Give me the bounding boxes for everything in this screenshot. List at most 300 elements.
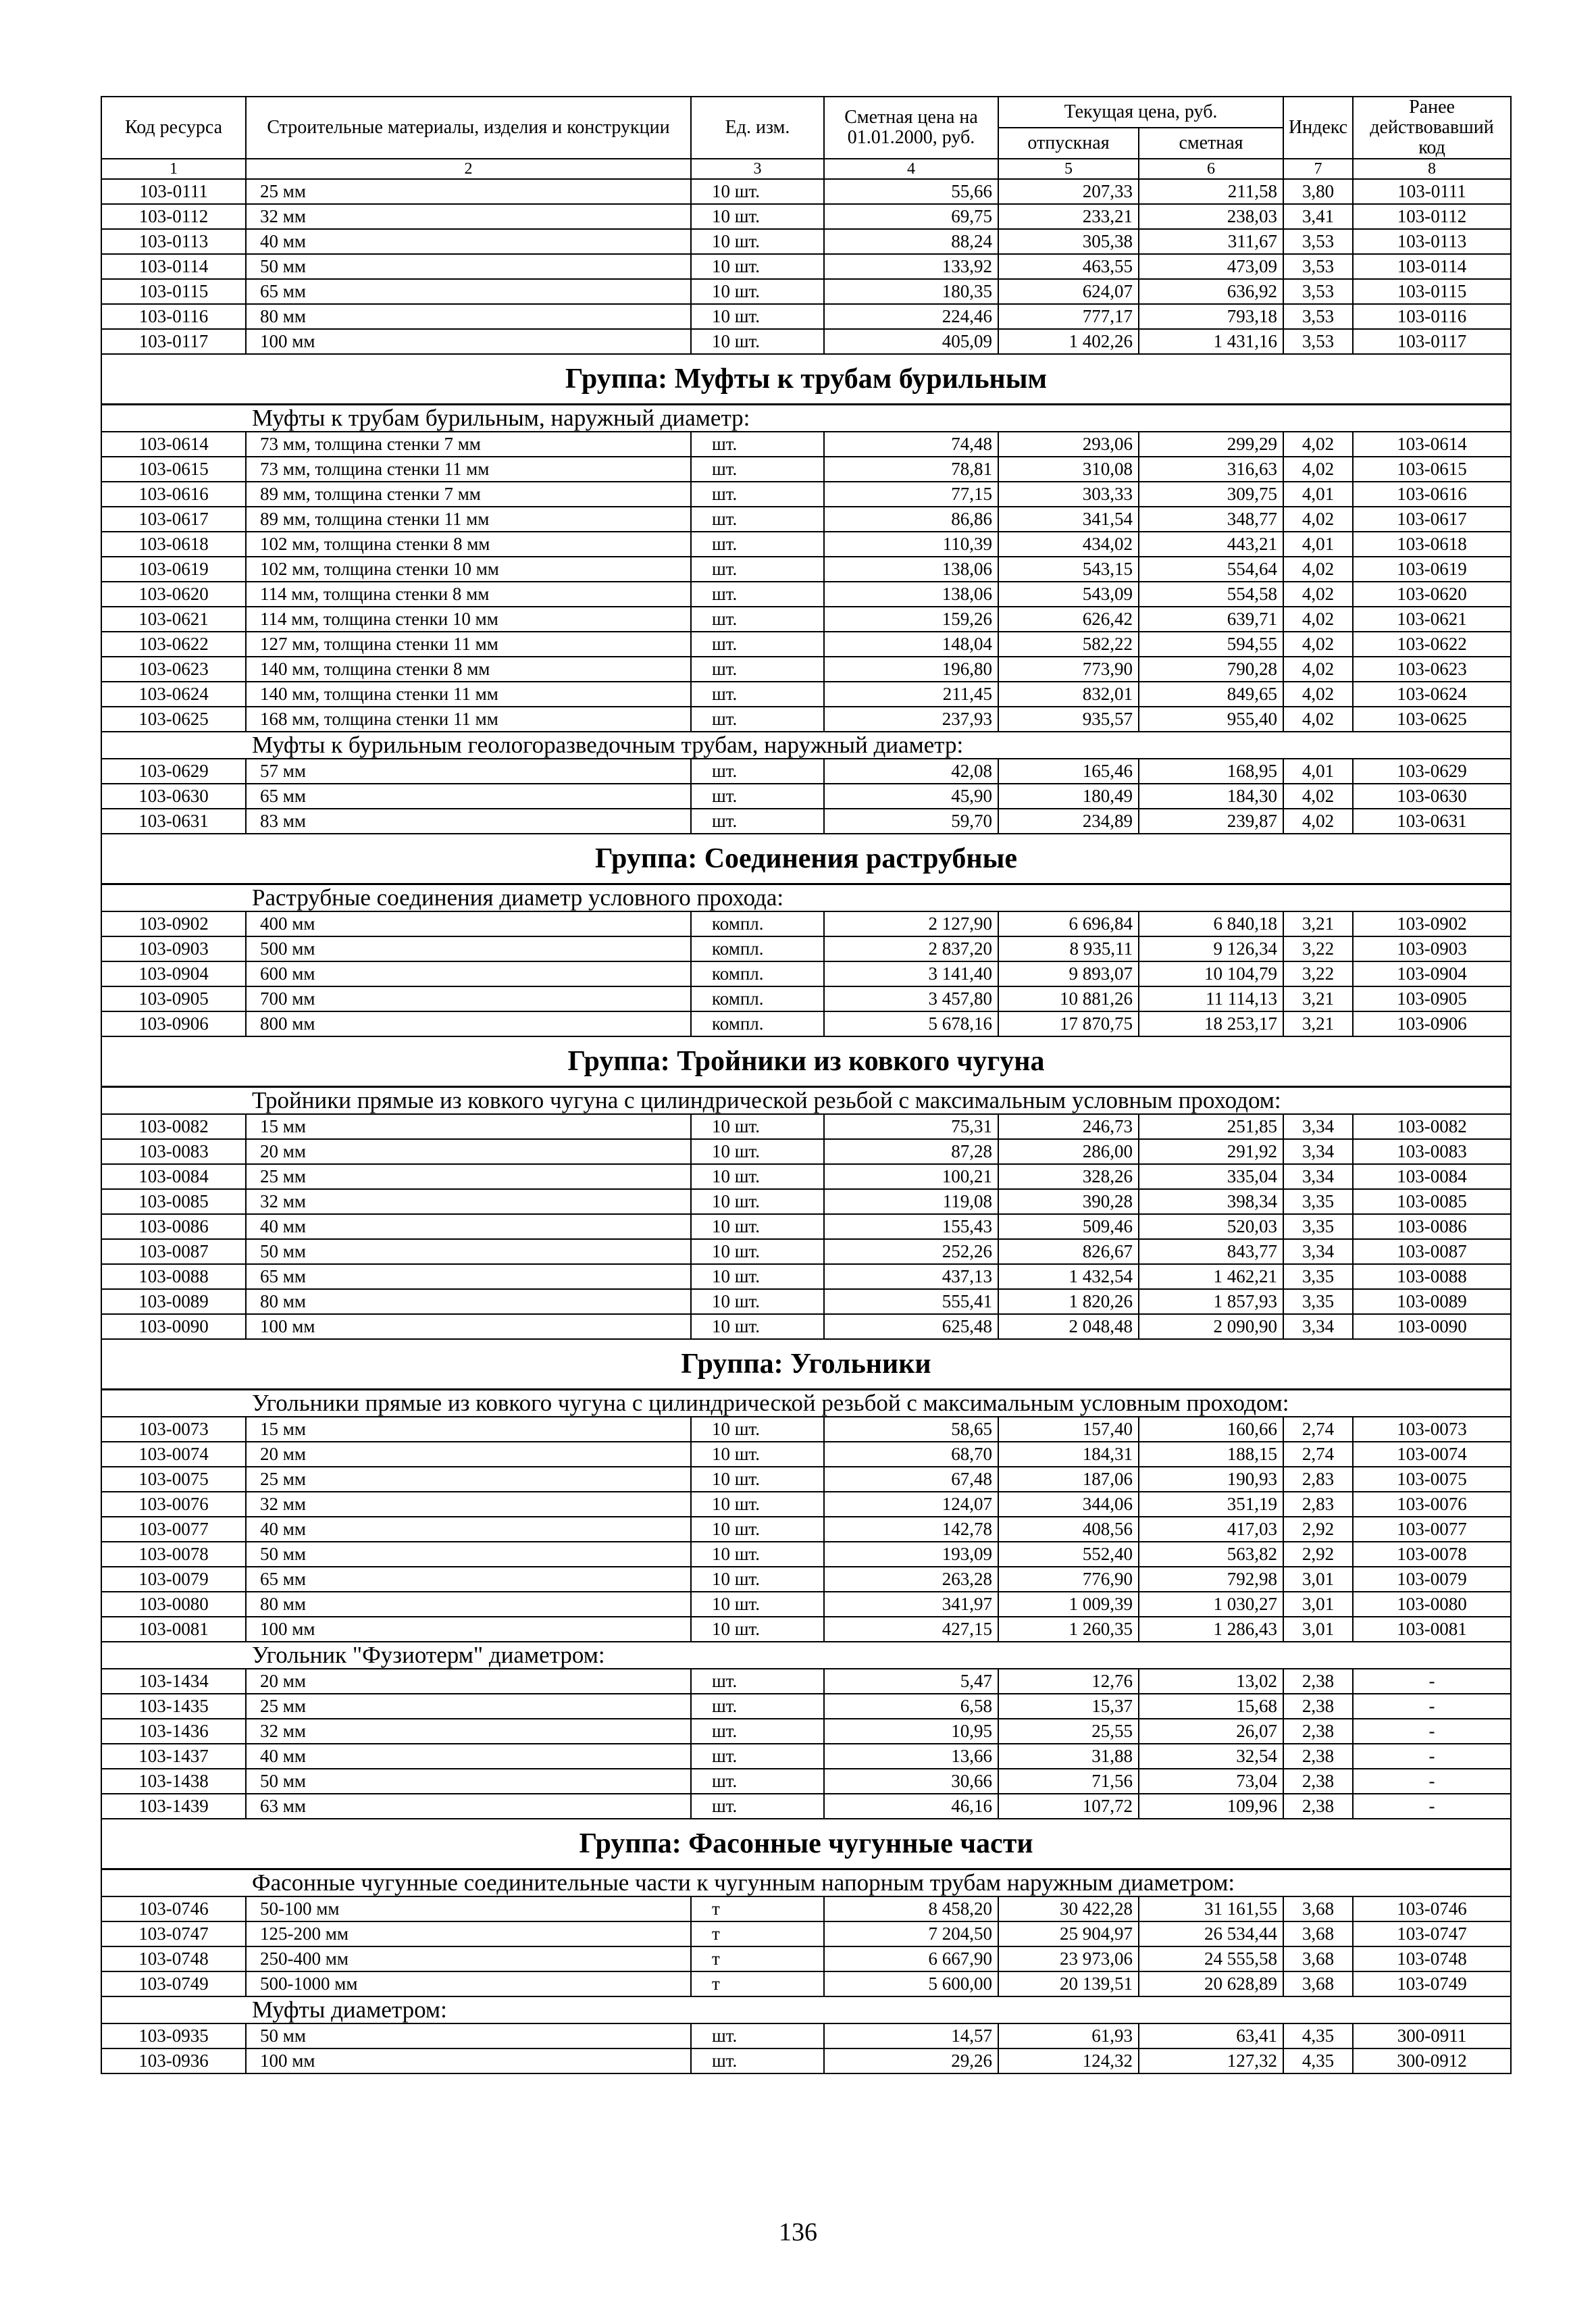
unit-cell: шт. (691, 557, 824, 582)
material-name-cell: 20 мм (246, 1442, 691, 1467)
estimate-price-cell: 636,92 (1139, 279, 1283, 304)
resource-code-cell: 103-0935 (101, 2023, 246, 2048)
unit-cell: шт. (691, 457, 824, 482)
price-2000-cell: 237,93 (824, 707, 998, 732)
table-row (101, 2023, 1511, 2048)
estimate-price-cell: 1 286,43 (1139, 1617, 1283, 1642)
release-price-cell: 305,38 (998, 229, 1139, 254)
estimate-price-cell: 554,58 (1139, 582, 1283, 607)
table-row (101, 1769, 1511, 1794)
table-row (101, 1744, 1511, 1769)
estimate-price-cell: 793,18 (1139, 304, 1283, 329)
unit-cell: 10 шт. (691, 1592, 824, 1617)
prev-code-cell: 103-0076 (1353, 1492, 1511, 1517)
estimate-price-cell: 11 114,13 (1139, 986, 1283, 1011)
estimate-price-cell: 26,07 (1139, 1719, 1283, 1744)
material-name-cell: 50 мм (246, 1769, 691, 1794)
price-2000-cell: 55,66 (824, 179, 998, 204)
col-number: 5 (998, 159, 1139, 179)
release-price-cell: 408,56 (998, 1517, 1139, 1542)
prev-code-cell: 103-0116 (1353, 304, 1511, 329)
unit-cell: 10 шт. (691, 1567, 824, 1592)
price-2000-cell: 29,26 (824, 2048, 998, 2073)
table-row (101, 1189, 1511, 1214)
col-number: 6 (1139, 159, 1283, 179)
estimate-price-cell: 348,77 (1139, 507, 1283, 532)
resource-code-cell: 103-1438 (101, 1769, 246, 1794)
price-2000-cell: 5 600,00 (824, 1971, 998, 1996)
release-price-cell: 180,49 (998, 784, 1139, 809)
index-cell: 2,38 (1283, 1794, 1353, 1819)
prev-code-cell: 103-0078 (1353, 1542, 1511, 1567)
table-row (101, 1567, 1511, 1592)
table-row (101, 532, 1511, 557)
resource-code-cell: 103-0619 (101, 557, 246, 582)
material-name-cell: 40 мм (246, 1517, 691, 1542)
index-cell: 3,34 (1283, 1239, 1353, 1264)
price-2000-cell: 437,13 (824, 1264, 998, 1289)
unit-cell: 10 шт. (691, 1467, 824, 1492)
estimate-price-cell: 190,93 (1139, 1467, 1283, 1492)
estimate-price-cell: 168,95 (1139, 759, 1283, 784)
estimate-price-cell: 443,21 (1139, 532, 1283, 557)
resource-code-cell: 103-0629 (101, 759, 246, 784)
price-2000-cell: 13,66 (824, 1744, 998, 1769)
release-price-cell: 30 422,28 (998, 1896, 1139, 1921)
estimate-price-cell: 188,15 (1139, 1442, 1283, 1467)
table-row (101, 1694, 1511, 1719)
table-row (101, 1417, 1511, 1442)
release-price-cell: 826,67 (998, 1239, 1139, 1264)
price-2000-cell: 2 127,90 (824, 911, 998, 936)
release-price-cell: 107,72 (998, 1794, 1139, 1819)
material-name-cell: 102 мм, толщина стенки 10 мм (246, 557, 691, 582)
unit-cell: шт. (691, 632, 824, 657)
subgroup-heading: Угольник "Фузиотерм" диаметром: (101, 1642, 1511, 1669)
unit-cell: 10 шт. (691, 229, 824, 254)
index-cell: 2,38 (1283, 1669, 1353, 1694)
unit-cell: шт. (691, 1794, 824, 1819)
resource-code-cell: 103-0746 (101, 1896, 246, 1921)
group-heading: Группа: Тройники из ковкого чугуна (101, 1036, 1511, 1087)
prev-code-cell: - (1353, 1744, 1511, 1769)
material-name-cell: 250-400 мм (246, 1946, 691, 1971)
material-name-cell: 40 мм (246, 229, 691, 254)
header-prev-code: Ранее действовавший код (1353, 97, 1511, 159)
header-current-price: Текущая цена, руб. (998, 97, 1283, 128)
release-price-cell: 157,40 (998, 1417, 1139, 1442)
resource-code-cell: 103-1435 (101, 1694, 246, 1719)
estimate-price-cell: 554,64 (1139, 557, 1283, 582)
release-price-cell: 8 935,11 (998, 936, 1139, 961)
table-row (101, 1214, 1511, 1239)
estimate-price-cell: 398,34 (1139, 1189, 1283, 1214)
unit-cell: шт. (691, 2023, 824, 2048)
price-2000-cell: 5,47 (824, 1669, 998, 1694)
resource-code-cell: 103-0074 (101, 1442, 246, 1467)
price-2000-cell: 14,57 (824, 2023, 998, 2048)
resource-code-cell: 103-0083 (101, 1139, 246, 1164)
release-price-cell: 12,76 (998, 1669, 1139, 1694)
column-numbers-row (101, 159, 1511, 179)
material-name-cell: 73 мм, толщина стенки 7 мм (246, 432, 691, 457)
material-name-cell: 50 мм (246, 2023, 691, 2048)
table-row (101, 2048, 1511, 2073)
index-cell: 2,38 (1283, 1744, 1353, 1769)
index-cell: 4,01 (1283, 532, 1353, 557)
table-row (101, 1467, 1511, 1492)
release-price-cell: 61,93 (998, 2023, 1139, 2048)
resource-code-cell: 103-0077 (101, 1517, 246, 1542)
prev-code-cell: 103-0748 (1353, 1946, 1511, 1971)
table-row (101, 986, 1511, 1011)
estimate-price-cell: 211,58 (1139, 179, 1283, 204)
release-price-cell: 1 009,39 (998, 1592, 1139, 1617)
estimate-price-cell: 520,03 (1139, 1214, 1283, 1239)
unit-cell: 10 шт. (691, 1517, 824, 1542)
resource-code-cell: 103-0620 (101, 582, 246, 607)
material-name-cell: 50 мм (246, 254, 691, 279)
release-price-cell: 23 973,06 (998, 1946, 1139, 1971)
release-price-cell: 773,90 (998, 657, 1139, 682)
estimate-price-cell: 291,92 (1139, 1139, 1283, 1164)
estimate-price-cell: 26 534,44 (1139, 1921, 1283, 1946)
unit-cell: шт. (691, 784, 824, 809)
price-2000-cell: 180,35 (824, 279, 998, 304)
release-price-cell: 543,15 (998, 557, 1139, 582)
index-cell: 3,80 (1283, 179, 1353, 204)
index-cell: 4,02 (1283, 582, 1353, 607)
index-cell: 2,38 (1283, 1694, 1353, 1719)
index-cell: 4,02 (1283, 682, 1353, 707)
index-cell: 3,01 (1283, 1617, 1353, 1642)
estimate-price-cell: 316,63 (1139, 457, 1283, 482)
estimate-price-cell: 563,82 (1139, 1542, 1283, 1567)
release-price-cell: 293,06 (998, 432, 1139, 457)
index-cell: 3,34 (1283, 1314, 1353, 1339)
table-row (101, 1617, 1511, 1642)
index-cell: 3,41 (1283, 204, 1353, 229)
material-name-cell: 32 мм (246, 1719, 691, 1744)
table-row (101, 759, 1511, 784)
material-name-cell: 32 мм (246, 1492, 691, 1517)
unit-cell: 10 шт. (691, 1214, 824, 1239)
price-2000-cell: 405,09 (824, 329, 998, 354)
subgroup-heading-row (101, 1390, 1511, 1417)
resource-code-cell: 103-0085 (101, 1189, 246, 1214)
price-2000-cell: 142,78 (824, 1517, 998, 1542)
group-heading-row (101, 834, 1511, 884)
price-2000-cell: 8 458,20 (824, 1896, 998, 1921)
unit-cell: т (691, 1921, 824, 1946)
subgroup-heading-row (101, 405, 1511, 432)
price-2000-cell: 45,90 (824, 784, 998, 809)
estimate-price-cell: 843,77 (1139, 1239, 1283, 1264)
unit-cell: шт. (691, 532, 824, 557)
price-2000-cell: 138,06 (824, 582, 998, 607)
index-cell: 4,02 (1283, 607, 1353, 632)
resource-code-cell: 103-0622 (101, 632, 246, 657)
release-price-cell: 17 870,75 (998, 1011, 1139, 1036)
price-2000-cell: 119,08 (824, 1189, 998, 1214)
release-price-cell: 124,32 (998, 2048, 1139, 2073)
estimate-price-cell: 955,40 (1139, 707, 1283, 732)
unit-cell: шт. (691, 507, 824, 532)
index-cell: 3,53 (1283, 329, 1353, 354)
table-row (101, 809, 1511, 834)
subgroup-heading: Раструбные соединения диаметр условного прохода: (101, 884, 1511, 912)
prev-code-cell: 103-0075 (1353, 1467, 1511, 1492)
table-row (101, 1164, 1511, 1189)
material-name-cell: 100 мм (246, 2048, 691, 2073)
estimate-price-cell: 1 431,16 (1139, 329, 1283, 354)
price-2000-cell: 100,21 (824, 1164, 998, 1189)
prev-code-cell: 103-0620 (1353, 582, 1511, 607)
release-price-cell: 1 260,35 (998, 1617, 1139, 1642)
price-2000-cell: 7 204,50 (824, 1921, 998, 1946)
estimate-price-cell: 160,66 (1139, 1417, 1283, 1442)
estimate-price-cell: 18 253,17 (1139, 1011, 1283, 1036)
unit-cell: компл. (691, 911, 824, 936)
index-cell: 3,35 (1283, 1289, 1353, 1314)
index-cell: 4,02 (1283, 632, 1353, 657)
estimate-price-cell: 238,03 (1139, 204, 1283, 229)
material-name-cell: 50-100 мм (246, 1896, 691, 1921)
unit-cell: шт. (691, 1769, 824, 1794)
group-heading-row (101, 1339, 1511, 1390)
table-row (101, 1946, 1511, 1971)
header-unit: Ед. изм. (691, 97, 824, 159)
material-name-cell: 50 мм (246, 1239, 691, 1264)
prev-code-cell: 103-0090 (1353, 1314, 1511, 1339)
index-cell: 3,35 (1283, 1214, 1353, 1239)
unit-cell: 10 шт. (691, 1239, 824, 1264)
price-2000-cell: 2 837,20 (824, 936, 998, 961)
resource-code-cell: 103-0621 (101, 607, 246, 632)
resource-code-cell: 103-0617 (101, 507, 246, 532)
release-price-cell: 1 820,26 (998, 1289, 1139, 1314)
estimate-price-cell: 2 090,90 (1139, 1314, 1283, 1339)
release-price-cell: 463,55 (998, 254, 1139, 279)
release-price-cell: 390,28 (998, 1189, 1139, 1214)
index-cell: 3,53 (1283, 279, 1353, 304)
material-name-cell: 25 мм (246, 1164, 691, 1189)
resource-code-cell: 103-1439 (101, 1794, 246, 1819)
material-name-cell: 15 мм (246, 1114, 691, 1139)
subgroup-heading-row (101, 1087, 1511, 1115)
price-2000-cell: 133,92 (824, 254, 998, 279)
resource-code-cell: 103-0087 (101, 1239, 246, 1264)
table-row (101, 1011, 1511, 1036)
unit-cell: 10 шт. (691, 1417, 824, 1442)
material-name-cell: 65 мм (246, 279, 691, 304)
price-2000-cell: 341,97 (824, 1592, 998, 1617)
price-2000-cell: 427,15 (824, 1617, 998, 1642)
table-row (101, 457, 1511, 482)
release-price-cell: 434,02 (998, 532, 1139, 557)
index-cell: 3,21 (1283, 986, 1353, 1011)
material-name-cell: 40 мм (246, 1214, 691, 1239)
estimate-price-cell: 251,85 (1139, 1114, 1283, 1139)
estimate-price-cell: 63,41 (1139, 2023, 1283, 2048)
table-row (101, 1442, 1511, 1467)
table-row (101, 657, 1511, 682)
unit-cell: 10 шт. (691, 1314, 824, 1339)
material-name-cell: 57 мм (246, 759, 691, 784)
table-row (101, 204, 1511, 229)
price-2000-cell: 77,15 (824, 482, 998, 507)
material-name-cell: 65 мм (246, 784, 691, 809)
material-name-cell: 25 мм (246, 179, 691, 204)
resource-code-cell: 103-0936 (101, 2048, 246, 2073)
resource-code-cell: 103-0616 (101, 482, 246, 507)
index-cell: 2,74 (1283, 1417, 1353, 1442)
price-2000-cell: 196,80 (824, 657, 998, 682)
index-cell: 2,74 (1283, 1442, 1353, 1467)
price-2000-cell: 5 678,16 (824, 1011, 998, 1036)
material-name-cell: 83 мм (246, 809, 691, 834)
prev-code-cell: 103-0114 (1353, 254, 1511, 279)
prev-code-cell: - (1353, 1794, 1511, 1819)
table-row (101, 784, 1511, 809)
prev-code-cell: 103-0112 (1353, 204, 1511, 229)
material-name-cell: 100 мм (246, 1314, 691, 1339)
resource-code-cell: 103-1434 (101, 1669, 246, 1694)
price-2000-cell: 224,46 (824, 304, 998, 329)
table-row (101, 179, 1511, 204)
prev-code-cell: 103-0074 (1353, 1442, 1511, 1467)
price-2000-cell: 88,24 (824, 229, 998, 254)
index-cell: 3,34 (1283, 1139, 1353, 1164)
resource-code-cell: 103-0111 (101, 179, 246, 204)
release-price-cell: 2 048,48 (998, 1314, 1139, 1339)
price-2000-cell: 211,45 (824, 682, 998, 707)
price-2000-cell: 124,07 (824, 1492, 998, 1517)
unit-cell: шт. (691, 482, 824, 507)
prev-code-cell: 103-0623 (1353, 657, 1511, 682)
material-name-cell: 80 мм (246, 1289, 691, 1314)
prev-code-cell: 103-0906 (1353, 1011, 1511, 1036)
prev-code-cell: 103-0904 (1353, 961, 1511, 986)
resource-code-cell: 103-0904 (101, 961, 246, 986)
table-row (101, 1896, 1511, 1921)
resource-code-cell: 103-0614 (101, 432, 246, 457)
unit-cell: 10 шт. (691, 1164, 824, 1189)
table-row (101, 582, 1511, 607)
resource-code-cell: 103-1437 (101, 1744, 246, 1769)
material-name-cell: 65 мм (246, 1264, 691, 1289)
price-table (101, 96, 1512, 2074)
unit-cell: 10 шт. (691, 1492, 824, 1517)
estimate-price-cell: 127,32 (1139, 2048, 1283, 2073)
estimate-price-cell: 1 030,27 (1139, 1592, 1283, 1617)
prev-code-cell: 103-0087 (1353, 1239, 1511, 1264)
table-row (101, 229, 1511, 254)
unit-cell: 10 шт. (691, 1189, 824, 1214)
material-name-cell: 40 мм (246, 1744, 691, 1769)
table-body (101, 179, 1511, 2073)
price-2000-cell: 6,58 (824, 1694, 998, 1719)
unit-cell: 10 шт. (691, 204, 824, 229)
unit-cell: 10 шт. (691, 1139, 824, 1164)
unit-cell: 10 шт. (691, 329, 824, 354)
resource-code-cell: 103-0114 (101, 254, 246, 279)
release-price-cell: 6 696,84 (998, 911, 1139, 936)
index-cell: 3,35 (1283, 1189, 1353, 1214)
unit-cell: шт. (691, 759, 824, 784)
subgroup-heading-row (101, 1996, 1511, 2023)
unit-cell: 10 шт. (691, 1617, 824, 1642)
estimate-price-cell: 594,55 (1139, 632, 1283, 657)
prev-code-cell: 103-0088 (1353, 1264, 1511, 1289)
index-cell: 3,53 (1283, 254, 1353, 279)
material-name-cell: 80 мм (246, 1592, 691, 1617)
resource-code-cell: 103-0748 (101, 1946, 246, 1971)
prev-code-cell: 300-0911 (1353, 2023, 1511, 2048)
prev-code-cell: 103-0903 (1353, 936, 1511, 961)
table-row (101, 482, 1511, 507)
price-2000-cell: 138,06 (824, 557, 998, 582)
prev-code-cell: 103-0624 (1353, 682, 1511, 707)
price-2000-cell: 46,16 (824, 1794, 998, 1819)
index-cell: 3,01 (1283, 1567, 1353, 1592)
unit-cell: шт. (691, 657, 824, 682)
prev-code-cell: 103-0631 (1353, 809, 1511, 834)
unit-cell: компл. (691, 936, 824, 961)
unit-cell: шт. (691, 1694, 824, 1719)
table-row (101, 911, 1511, 936)
material-name-cell: 89 мм, толщина стенки 7 мм (246, 482, 691, 507)
header-price-2000: Сметная цена на 01.01.2000, руб. (824, 97, 998, 159)
prev-code-cell: 103-0902 (1353, 911, 1511, 936)
table-row (101, 1139, 1511, 1164)
release-price-cell: 626,42 (998, 607, 1139, 632)
prev-code-cell: 103-0617 (1353, 507, 1511, 532)
resource-code-cell: 103-0078 (101, 1542, 246, 1567)
release-price-cell: 20 139,51 (998, 1971, 1139, 1996)
material-name-cell: 500 мм (246, 936, 691, 961)
resource-code-cell: 103-0747 (101, 1921, 246, 1946)
price-2000-cell: 252,26 (824, 1239, 998, 1264)
estimate-price-cell: 299,29 (1139, 432, 1283, 457)
table-row (101, 1542, 1511, 1567)
subgroup-heading: Фасонные чугунные соединительные части к чугунным напорным трубам наружным диаметром: (101, 1869, 1511, 1897)
unit-cell: шт. (691, 432, 824, 457)
estimate-price-cell: 24 555,58 (1139, 1946, 1283, 1971)
group-heading-row (101, 1036, 1511, 1087)
unit-cell: компл. (691, 961, 824, 986)
material-name-cell: 114 мм, толщина стенки 10 мм (246, 607, 691, 632)
estimate-price-cell: 790,28 (1139, 657, 1283, 682)
index-cell: 4,02 (1283, 557, 1353, 582)
estimate-price-cell: 335,04 (1139, 1164, 1283, 1189)
resource-code-cell: 103-0906 (101, 1011, 246, 1036)
resource-code-cell: 103-0112 (101, 204, 246, 229)
col-number: 3 (691, 159, 824, 179)
release-price-cell: 624,07 (998, 279, 1139, 304)
material-name-cell: 500-1000 мм (246, 1971, 691, 1996)
prev-code-cell: 103-0086 (1353, 1214, 1511, 1239)
index-cell: 4,02 (1283, 707, 1353, 732)
prev-code-cell: 103-0616 (1353, 482, 1511, 507)
material-name-cell: 89 мм, толщина стенки 11 мм (246, 507, 691, 532)
release-price-cell: 187,06 (998, 1467, 1139, 1492)
estimate-price-cell: 1 857,93 (1139, 1289, 1283, 1314)
unit-cell: шт. (691, 2048, 824, 2073)
material-name-cell: 73 мм, толщина стенки 11 мм (246, 457, 691, 482)
prev-code-cell: 103-0622 (1353, 632, 1511, 657)
material-name-cell: 700 мм (246, 986, 691, 1011)
